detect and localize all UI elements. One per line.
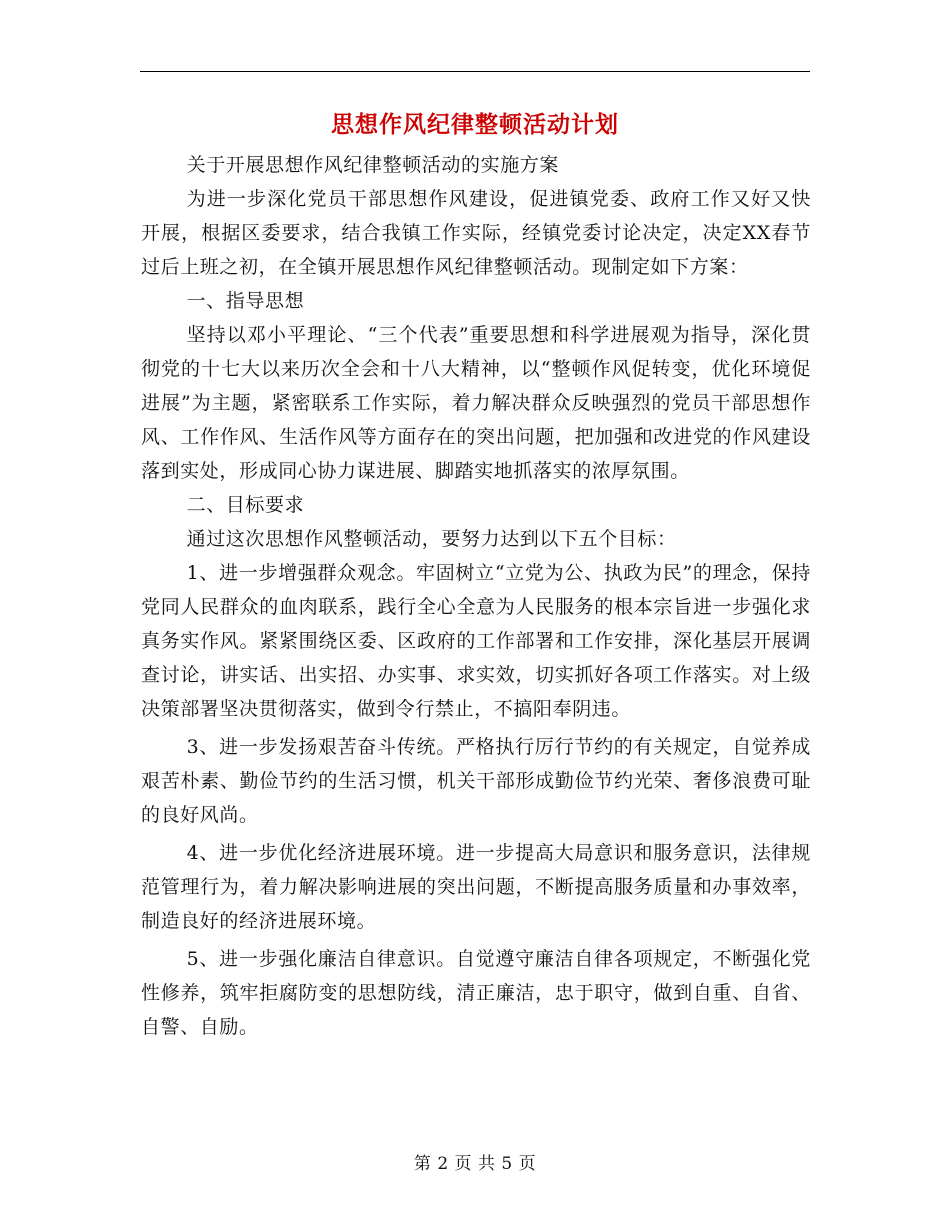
- header-rule: [140, 71, 810, 72]
- section-heading-guiding-thought: 一、指导思想: [186, 290, 305, 312]
- paragraph-subtitle: 关于开展思想作风纪律整顿活动的实施方案: [186, 154, 559, 176]
- paragraph-goals-intro: 通过这次思想作风整顿活动，要努力达到以下五个目标：: [186, 528, 677, 550]
- paragraph-goal-5: 5、进一步强化廉洁自律意识。自觉遵守廉洁自律各项规定，不断强化党性修养，筑牢拒腐防变的思想防线，清正廉洁，忠于职守，做到自重、自省、自警、自励。: [141, 948, 811, 1038]
- page-number: 第 2 页 共 5 页: [413, 1154, 537, 1174]
- paragraph-guiding-thought: 坚持以邓小平理论、“三个代表”重要思想和科学进展观为指导，深化贯彻党的十七大以来历次全会和十八大精神，以“整顿作风促转变，优化环境促进展”为主题，紧密联系工作实际，着力解决群众反映强烈的党员干部思想作风、工作作风、生活作风等方面存在的突出问题，把加强和改进党的作风建设落到实处，形成同心协力谋进展、脚踏实地抓落实的浓厚氛围。: [141, 324, 811, 482]
- document-body: [141, 148, 811, 1044]
- paragraph-goal-4: 4、进一步优化经济进展环境。进一步提高大局意识和服务意识，法律规范管理行为，着力解决影响进展的突出问题，不断提高服务质量和办事效率，制造良好的经济进展环境。: [141, 842, 811, 932]
- paragraph-goal-1: 1、进一步增强群众观念。牢固树立“立党为公、执政为民”的理念，保持党同人民群众的血肉联系，践行全心全意为人民服务的根本宗旨进一步强化求真务实作风。紧紧围绕区委、区政府的工作部署和工作安排，深化基层开展调查讨论，讲实话、出实招、办实事、求实效，切实抓好各项工作落实。对上级决策部署坚决贯彻落实，做到令行禁止，不搞阳奉阴违。: [141, 562, 811, 720]
- paragraph-intro: 为进一步深化党员干部思想作风建设，促进镇党委、政府工作又好又快开展，根据区委要求，结合我镇工作实际，经镇党委讨论决定，决定XX春节过后上班之初，在全镇开展思想作风纪律整顿活动。现制定如下方案：: [141, 188, 811, 278]
- document-title: 思想作风纪律整顿活动计划: [331, 111, 619, 138]
- section-heading-goals: 二、目标要求: [186, 494, 305, 516]
- paragraph-goal-3: 3、进一步发扬艰苦奋斗传统。严格执行厉行节约的有关规定，自觉养成艰苦朴素、勤俭节约的生活习惯，机关干部形成勤俭节约光荣、奢侈浪费可耻的良好风尚。: [141, 736, 811, 826]
